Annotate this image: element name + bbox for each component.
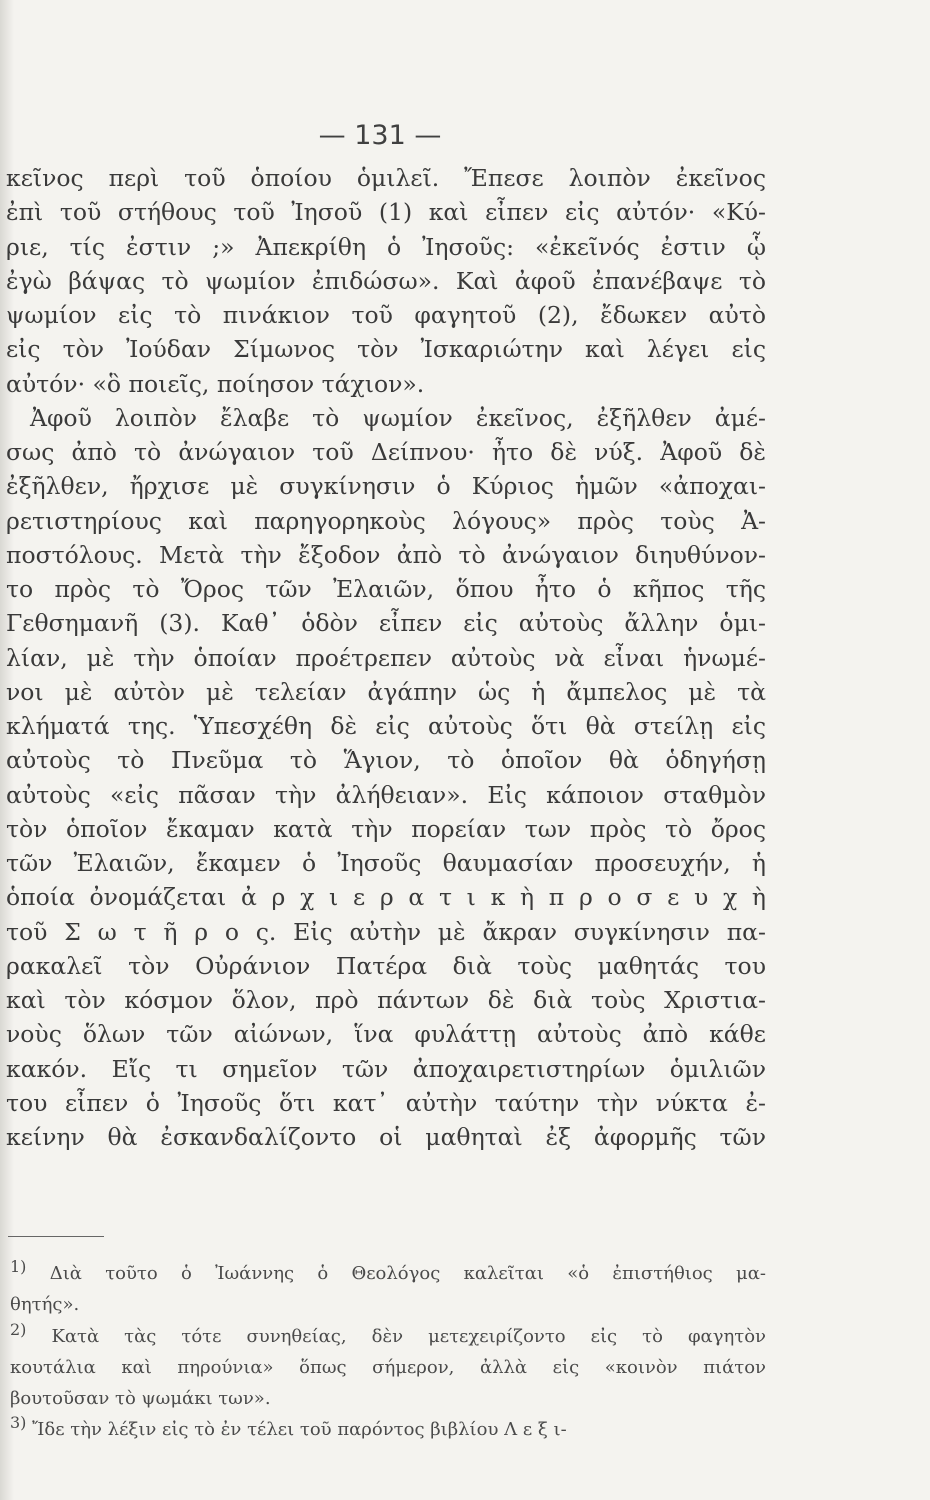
text-line: τοῦ Σ ω τ ῆ ρ ο ς. Εἰς αὐτὴν μὲ ἄκραν συγκίνησιν πα- — [6, 917, 766, 946]
text-line: ὁποία ὀνομάζεται ἀ ρ χ ι ε ρ α τ ι κ ὴ π ρ ο σ ε υ χ ὴ — [6, 883, 766, 912]
text-line: κακόν. Εἴς τι σημεῖον τῶν ἀποχαιρετιστηρίων ὁμιλιῶν — [6, 1054, 766, 1083]
footnote-text: Κατὰ τὰς τότε συνηθείας, δὲν μετεχειρίζοντο εἰς τὸ φαγητὸν — [51, 1325, 766, 1347]
text-line: του εἶπεν ὁ Ἰησοῦς ὅτι κατ᾽ αὐτὴν ταύτην τὴν νύκτα ἐ- — [6, 1088, 766, 1117]
text-line: καὶ τὸν κόσμον ὅλον, πρὸ πάντων δὲ διὰ τοὺς Χριστια- — [6, 986, 766, 1014]
text-line: αὐτόν· «ὃ ποιεῖς, ποίησον τάχιον». — [6, 369, 425, 398]
text-line: ρακαλεῖ τὸν Οὐράνιον Πατέρα διὰ τοὺς μαθητάς του — [6, 951, 766, 980]
text-line: ρετιστηρίους καὶ παρηγορηκοὺς λόγους» πρὸς τοὺς Ἀ- — [6, 506, 766, 535]
text-line: αὐτοὺς τὸ Πνεῦμα τὸ Ἅγιον, τὸ ὁποῖον θὰ ὁδηγήσῃ — [6, 746, 766, 775]
footnote-2-continued: βουτοῦσαν τὸ ψωμάκι των». — [10, 1388, 271, 1410]
main-text — [6, 161, 766, 1154]
footnotes — [10, 1258, 766, 1446]
text-line: εἰς τὸν Ἰούδαν Σίμωνος τὸν Ἰσκαριώτην καὶ λέγει εἰς — [6, 335, 766, 364]
footnote-marker: 2) — [10, 1320, 27, 1339]
text-line: ποστόλους. Μετὰ τὴν ἔξοδον ἀπὸ τὸ ἀνώγαιον διηυθύνον- — [6, 540, 766, 569]
footnote-2-continued: κουτάλια καὶ πηρούνια» ὅπως σήμερον, ἀλλὰ εἰς «κοινὸν πιάτον — [10, 1356, 766, 1378]
footnote-1 — [10, 1258, 766, 1289]
text-line: τὸν ὁποῖον ἔκαμαν κατὰ τὴν πορείαν των πρὸς τὸ ὄρος — [6, 814, 766, 843]
text-line: κεῖνος περὶ τοῦ ὁποίου ὁμιλεῖ. Ἔπεσε λοιπὸν ἐκεῖνος — [6, 164, 766, 192]
footnote-1-continued: θητής». — [10, 1294, 80, 1316]
text-line: τῶν Ἐλαιῶν, ἔκαμεν ὁ Ἰησοῦς θαυμασίαν προσευχήν, ἡ — [6, 849, 766, 877]
text-line: ριε, τίς ἐστιν ;» Ἀπεκρίθη ὁ Ἰησοῦς: «ἐκεῖνός ἐστιν ᾧ — [6, 232, 766, 261]
text-line: νοι μὲ αὐτὸν μὲ τελείαν ἀγάπην ὡς ἡ ἄμπελος μὲ τὰ — [6, 677, 766, 706]
text-line: αὐτοὺς «εἰς πᾶσαν τὴν ἀλήθειαν». Εἰς κάποιον σταθμὸν — [6, 780, 766, 809]
footnote-marker: 1) — [10, 1258, 27, 1276]
footnote-text: Ἴδε τὴν λέξιν εἰς τὸ ἐν τέλει τοῦ παρόντος βιβλίου Λ ε ξ ι- — [32, 1419, 567, 1441]
text-line: ἐπὶ τοῦ στήθους τοῦ Ἰησοῦ (1) καὶ εἶπεν εἰς αὐτόν· «Κύ- — [6, 198, 766, 227]
footnote-3 — [10, 1414, 766, 1445]
text-line: λίαν, μὲ τὴν ὁποίαν προέτρεπεν αὐτοὺς νὰ εἶναι ἡνωμέ- — [6, 643, 766, 672]
footnote-marker: 3) — [10, 1414, 27, 1433]
text-line: ψωμίον εἰς τὸ πινάκιον τοῦ φαγητοῦ (2), ἔδωκεν αὐτὸ — [6, 301, 766, 329]
text-line: το πρὸς τὸ Ὄρος τῶν Ἐλαιῶν, ὅπου ἦτο ὁ κῆπος τῆς — [6, 575, 766, 603]
footnote-2 — [10, 1321, 766, 1352]
footnote-divider — [8, 1236, 104, 1237]
text-line: νοὺς ὅλων τῶν αἰώνων, ἵνα φυλάττῃ αὐτοὺς ἀπὸ κάθε — [6, 1020, 766, 1049]
text-line: Γεθσημανῆ (3). Καθ᾽ ὁδὸν εἶπεν εἰς αὐτοὺς ἄλλην ὁμι- — [6, 609, 766, 638]
page-number: — 131 — — [318, 120, 442, 151]
footnote-text: Διὰ τοῦτο ὁ Ἰωάννης ὁ Θεολόγος καλεῖται «ὁ ἐπιστήθιος μα- — [49, 1263, 766, 1284]
text-line: σως ἀπὸ τὸ ἀνώγαιον τοῦ Δείπνου· ἦτο δὲ νύξ. Ἀφοῦ δὲ — [6, 438, 766, 466]
text-line: κείνην θὰ ἐσκανδαλίζοντο οἱ μαθηταὶ ἐξ ἀφορμῆς τῶν — [6, 1123, 766, 1151]
text-line: ἐξῆλθεν, ἤρχισε μὲ συγκίνησιν ὁ Κύριος ἡμῶν «ἀποχαι- — [6, 472, 766, 501]
text-line: Ἀφοῦ λοιπὸν ἔλαβε τὸ ψωμίον ἐκεῖνος, ἐξῆλθεν ἀμέ- — [30, 403, 766, 432]
text-line: ἐγὼ βάψας τὸ ψωμίον ἐπιδώσω». Καὶ ἀφοῦ ἐπανέβαψε τὸ — [6, 266, 766, 295]
text-line: κλήματά της. Ὑπεσχέθη δὲ εἰς αὐτοὺς ὅτι θὰ στείλῃ εἰς — [6, 712, 766, 740]
